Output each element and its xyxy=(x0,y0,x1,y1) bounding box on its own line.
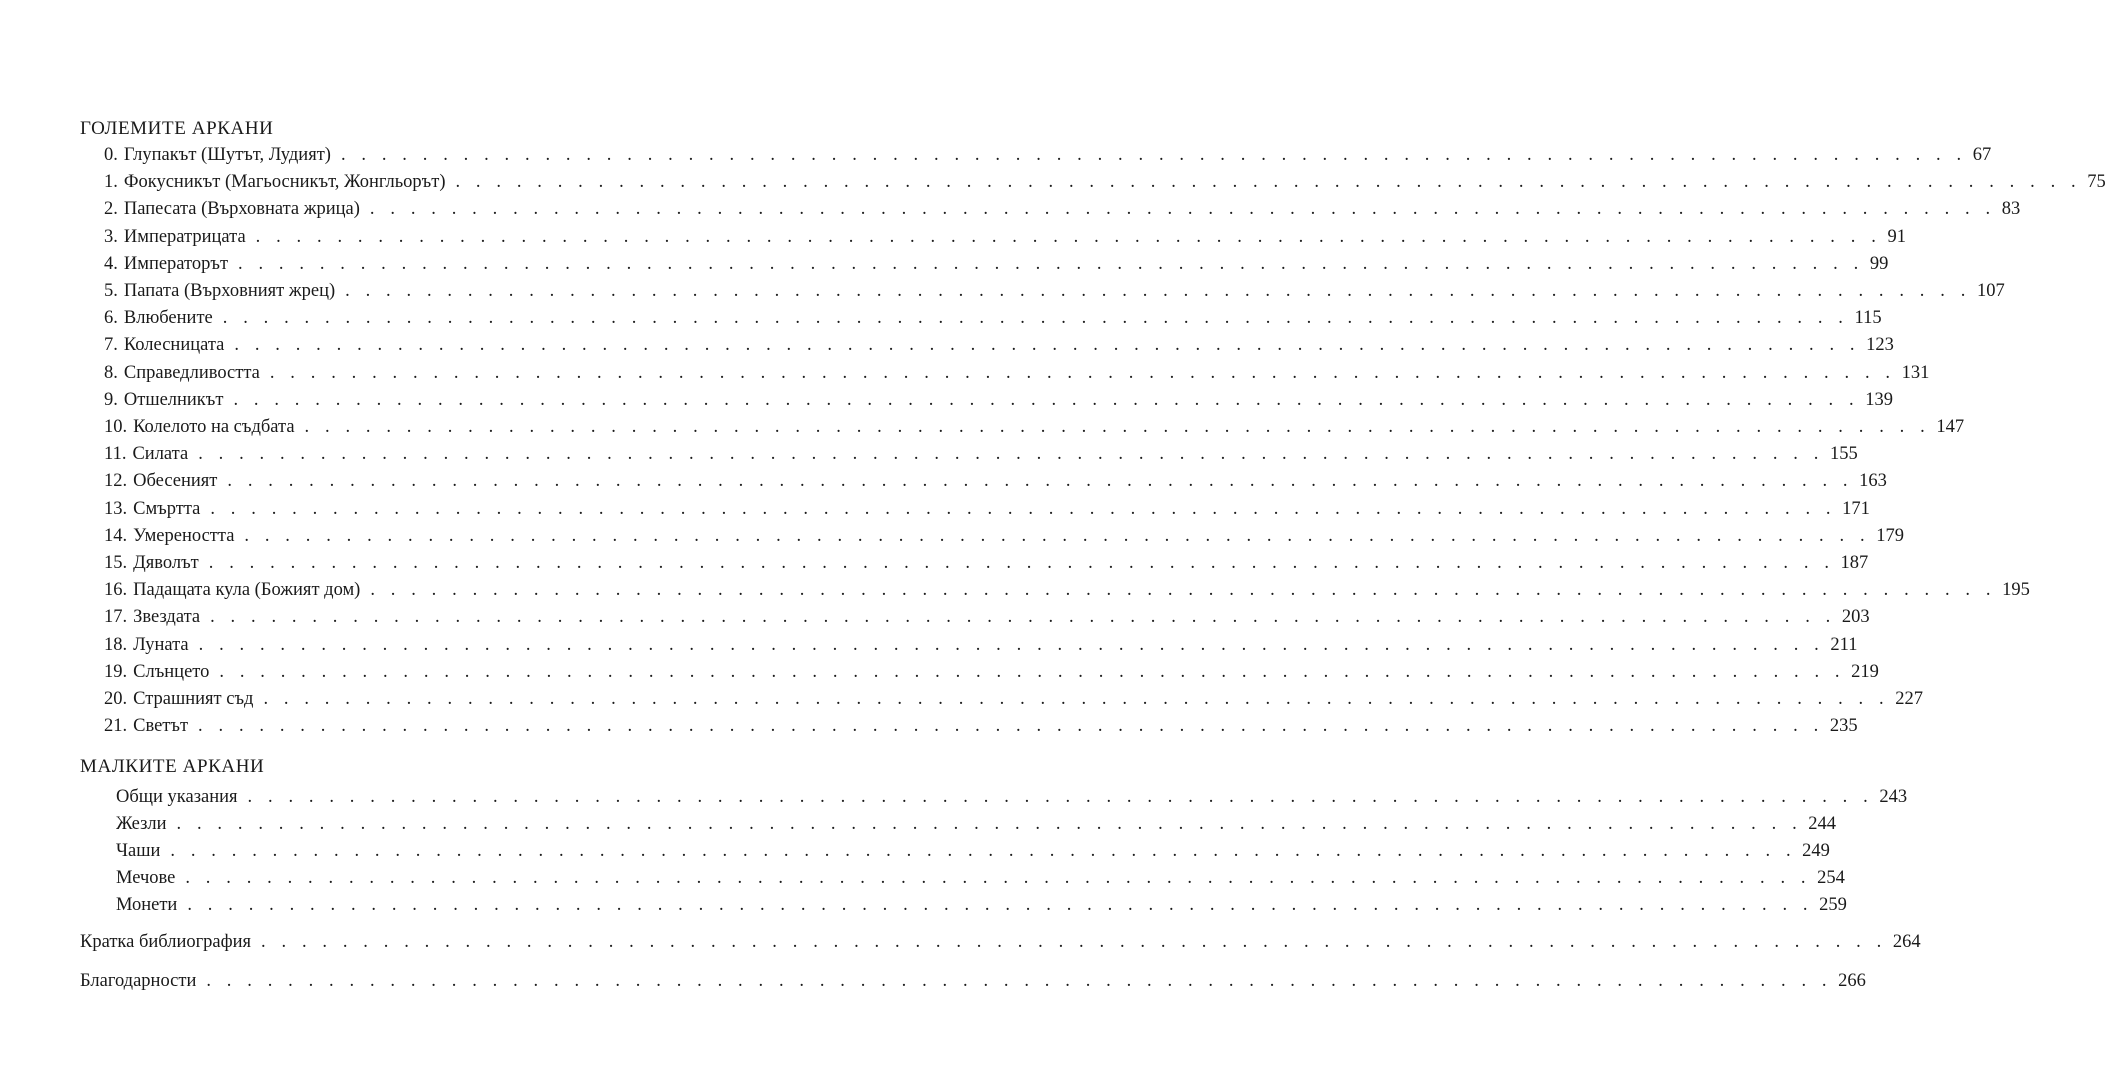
entry-number: 11. xyxy=(104,444,127,465)
dot-leader: . . . . . . . . . . . . . . . . . . . . . . . . . . . . . . . . . . . . . . . . . . . . . . . . . . . . . . . . . . . . . . . . . . . . . . . . . . . . . . . . xyxy=(345,281,1971,301)
entry-page-number: 179 xyxy=(1876,525,1904,546)
dot-leader: . . . . . . . . . . . . . . . . . . . . . . . . . . . . . . . . . . . . . . . . . . . . . . . . . . . . . . . . . . . . . . . . . . . . . . . . . . . . . . . . xyxy=(247,787,1874,807)
dot-leader: . . . . . . . . . . . . . . . . . . . . . . . . . . . . . . . . . . . . . . . . . . . . . . . . . . . . . . . . . . . . . . . . . . . . . . . . . . . . . . . . xyxy=(261,932,1887,952)
entry-number: 17. xyxy=(104,607,128,628)
entry-title: Силата xyxy=(132,444,189,465)
dot-leader: . . . . . . . . . . . . . . . . . . . . . . . . . . . . . . . . . . . . . . . . . . . . . . . . . . . . . . . . . . . . . . . . . . . . . . . . . . . . . . . . xyxy=(176,814,1803,834)
entry-title: Благодарности xyxy=(80,971,197,991)
toc-entry xyxy=(104,605,1870,629)
toc-entry xyxy=(104,361,1930,385)
toc-entry xyxy=(80,969,1866,993)
dot-leader: . . . . . . . . . . . . . . . . . . . . . . . . . . . . . . . . . . . . . . . . . . . . . . . . . . . . . . . . . . . . . . . . . . . . . . . . . . . . . . . . xyxy=(238,253,1864,274)
entry-number: 7. xyxy=(104,335,118,356)
dot-leader: . . . . . . . . . . . . . . . . . . . . . . . . . . . . . . . . . . . . . . . . . . . . . . . . . . . . . . . . . . . . . . . . . . . . . . . . . . . . . . . . xyxy=(208,553,1835,573)
entry-page-number: 227 xyxy=(1895,689,1923,709)
entry-title: Жезли xyxy=(116,814,167,834)
entry-page-number: 107 xyxy=(1976,281,2005,301)
entry-number: 21. xyxy=(104,716,128,737)
toc-entry xyxy=(104,170,2106,194)
entry-title: Влюбените xyxy=(123,308,213,329)
minor-arcana-heading: МАЛКИТЕ АРКАНИ xyxy=(80,756,265,777)
entry-title: Дяволът xyxy=(133,553,199,573)
toc-entry xyxy=(104,633,1858,657)
entry-title: Мечове xyxy=(116,868,176,888)
toc-entry xyxy=(104,279,2005,303)
dot-leader: . . . . . . . . . . . . . . . . . . . . . . . . . . . . . . . . . . . . . . . . . . . . . . . . . . . . . . . . . . . . . . . . . . . . . . . . . . . . . . . . xyxy=(227,471,1854,492)
dot-leader: . . . . . . . . . . . . . . . . . . . . . . . . . . . . . . . . . . . . . . . . . . . . . . . . . . . . . . . . . . . . . . . . . . . . . . . . . . . . . . . . xyxy=(369,199,1996,220)
toc-entry xyxy=(104,660,1879,684)
toc-entry xyxy=(104,306,1882,330)
entry-page-number: 254 xyxy=(1817,868,1845,888)
entry-page-number: 211 xyxy=(1830,634,1858,655)
entry-title: Луната xyxy=(133,634,189,655)
entry-page-number: 75 xyxy=(2087,172,2106,193)
toc-entry xyxy=(104,714,1858,738)
entry-title: Кратка библиография xyxy=(80,932,252,952)
entry-page-number: 244 xyxy=(1808,814,1837,834)
entry-number: 3. xyxy=(104,226,118,247)
toc-entry xyxy=(116,893,1847,917)
entry-number: 9. xyxy=(104,389,118,410)
toc-entry xyxy=(104,252,1889,276)
dot-leader: . . . . . . . . . . . . . . . . . . . . . . . . . . . . . . . . . . . . . . . . . . . . . . . . . . . . . . . . . . . . . . . . . . . . . . . . . . . . . . . . xyxy=(455,172,2082,193)
entry-page-number: 131 xyxy=(1901,362,1930,383)
dot-leader: . . . . . . . . . . . . . . . . . . . . . . . . . . . . . . . . . . . . . . . . . . . . . . . . . . . . . . . . . . . . . . . . . . . . . . . . . . . . . . . . xyxy=(244,525,1871,546)
toc-entry xyxy=(104,415,1965,439)
entry-number: 8. xyxy=(104,362,118,383)
entry-title: Папесата (Върховната жрица) xyxy=(123,199,360,220)
entry-page-number: 203 xyxy=(1841,607,1870,628)
dot-leader: . . . . . . . . . . . . . . . . . . . . . . . . . . . . . . . . . . . . . . . . . . . . . . . . . . . . . . . . . . . . . . . . . . . . . . . . . . . . . . . . xyxy=(170,841,1797,861)
entry-title: Монети xyxy=(116,895,178,915)
toc-entry xyxy=(104,687,1923,711)
entry-page-number: 115 xyxy=(1854,308,1882,329)
entry-title: Справедливостта xyxy=(123,362,260,383)
dot-leader: . . . . . . . . . . . . . . . . . . . . . . . . . . . . . . . . . . . . . . . . . . . . . . . . . . . . . . . . . . . . . . . . . . . . . . . . . . . . . . . . xyxy=(222,308,1849,329)
toc-entry xyxy=(116,812,1837,836)
dot-leader: . . . . . . . . . . . . . . . . . . . . . . . . . . . . . . . . . . . . . . . . . . . . . . . . . . . . . . . . . . . . . . . . . . . . . . . . . . . . . . . . xyxy=(234,335,1861,356)
entry-page-number: 249 xyxy=(1802,841,1830,861)
entry-page-number: 155 xyxy=(1829,444,1858,465)
entry-page-number: 219 xyxy=(1851,661,1879,682)
entry-page-number: 83 xyxy=(2001,199,2021,220)
dot-leader: . . . . . . . . . . . . . . . . . . . . . . . . . . . . . . . . . . . . . . . . . . . . . . . . . . . . . . . . . . . . . . . . . . . . . . . . . . . . . . . . xyxy=(210,498,1837,519)
entry-page-number: 91 xyxy=(1887,226,1906,247)
entry-number: 10. xyxy=(104,417,128,437)
entry-number: 18. xyxy=(104,634,128,655)
entry-number: 4. xyxy=(104,253,118,274)
toc-entry xyxy=(104,197,2021,221)
toc-entry xyxy=(116,839,1830,863)
entry-title: Падащата кула (Божият дом) xyxy=(133,580,361,601)
dot-leader: . . . . . . . . . . . . . . . . . . . . . . . . . . . . . . . . . . . . . . . . . . . . . . . . . . . . . . . . . . . . . . . . . . . . . . . . . . . . . . . . xyxy=(198,444,1824,465)
entry-title: Светът xyxy=(133,716,189,737)
entry-number: 13. xyxy=(104,498,128,519)
entry-number: 12. xyxy=(104,471,128,492)
entry-page-number: 235 xyxy=(1829,716,1858,737)
entry-number: 20. xyxy=(104,689,128,709)
entry-title: Императорът xyxy=(123,253,229,274)
entry-title: Страшният съд xyxy=(133,689,254,709)
entry-title: Обесеният xyxy=(133,471,218,492)
entry-title: Глупакът (Шутът, Лудият) xyxy=(123,145,331,165)
entry-title: Отшелникът xyxy=(123,389,224,410)
entry-title: Чаши xyxy=(116,841,161,861)
toc-entry xyxy=(104,524,1904,548)
entry-page-number: 171 xyxy=(1842,498,1870,519)
toc-entry xyxy=(116,785,1908,809)
toc-entry xyxy=(104,333,1894,357)
entry-title: Папата (Върховният жрец) xyxy=(123,281,336,301)
toc-entry xyxy=(104,225,1906,249)
entry-page-number: 264 xyxy=(1892,932,1921,952)
dot-leader: . . . . . . . . . . . . . . . . . . . . . . . . . . . . . . . . . . . . . . . . . . . . . . . . . . . . . . . . . . . . . . . . . . . . . . . . . . . . . . . . xyxy=(185,868,1812,888)
entry-page-number: 147 xyxy=(1936,417,1965,437)
entry-number: 6. xyxy=(104,308,118,329)
entry-number: 1. xyxy=(104,172,118,193)
entry-page-number: 259 xyxy=(1819,895,1847,915)
entry-page-number: 266 xyxy=(1838,971,1866,991)
entry-number: 19. xyxy=(104,661,128,682)
dot-leader: . . . . . . . . . . . . . . . . . . . . . . . . . . . . . . . . . . . . . . . . . . . . . . . . . . . . . . . . . . . . . . . . . . . . . . . . . . . . . . . . xyxy=(370,580,1997,601)
toc-entry xyxy=(80,930,1921,954)
dot-leader: . . . . . . . . . . . . . . . . . . . . . . . . . . . . . . . . . . . . . . . . . . . . . . . . . . . . . . . . . . . . . . . . . . . . . . . . . . . . . . . . xyxy=(206,971,1833,991)
toc-entry xyxy=(104,143,1992,167)
entry-number: 0. xyxy=(104,145,118,165)
toc-entry xyxy=(104,578,2030,602)
toc-entry xyxy=(104,442,1858,466)
entry-title: Слънцето xyxy=(133,661,210,682)
toc-entry xyxy=(104,497,1870,521)
dot-leader: . . . . . . . . . . . . . . . . . . . . . . . . . . . . . . . . . . . . . . . . . . . . . . . . . . . . . . . . . . . . . . . . . . . . . . . . . . . . . . . . xyxy=(269,362,1896,383)
dot-leader: . . . . . . . . . . . . . . . . . . . . . . . . . . . . . . . . . . . . . . . . . . . . . . . . . . . . . . . . . . . . . . . . . . . . . . . . . . . . . . . . xyxy=(219,661,1846,682)
entry-page-number: 123 xyxy=(1866,335,1894,356)
toc-entry xyxy=(104,551,1869,575)
entry-number: 2. xyxy=(104,199,118,220)
entry-page-number: 139 xyxy=(1865,389,1893,410)
dot-leader: . . . . . . . . . . . . . . . . . . . . . . . . . . . . . . . . . . . . . . . . . . . . . . . . . . . . . . . . . . . . . . . . . . . . . . . . . . . . . . . . xyxy=(198,716,1824,737)
toc-entry xyxy=(104,469,1887,493)
entry-page-number: 67 xyxy=(1972,145,1992,165)
toc-entry xyxy=(104,388,1893,412)
dot-leader: . . . . . . . . . . . . . . . . . . . . . . . . . . . . . . . . . . . . . . . . . . . . . . . . . . . . . . . . . . . . . . . . . . . . . . . . . . . . . . . . xyxy=(304,417,1931,437)
entry-number: 15. xyxy=(104,553,128,573)
entry-page-number: 187 xyxy=(1840,553,1869,573)
entry-page-number: 99 xyxy=(1869,253,1889,274)
entry-page-number: 163 xyxy=(1859,471,1887,492)
entry-title: Звездата xyxy=(133,607,201,628)
dot-leader: . . . . . . . . . . . . . . . . . . . . . . . . . . . . . . . . . . . . . . . . . . . . . . . . . . . . . . . . . . . . . . . . . . . . . . . . . . . . . . . . xyxy=(233,389,1860,410)
entry-title: Фокусникът (Магьосникът, Жонгльорът) xyxy=(123,172,446,193)
dot-leader: . . . . . . . . . . . . . . . . . . . . . . . . . . . . . . . . . . . . . . . . . . . . . . . . . . . . . . . . . . . . . . . . . . . . . . . . . . . . . . . . xyxy=(187,895,1814,915)
entry-title: Умереността xyxy=(133,525,235,546)
entry-title: Общи указания xyxy=(116,787,238,807)
entry-title: Смъртта xyxy=(133,498,201,519)
entry-page-number: 243 xyxy=(1879,787,1908,807)
entry-title: Колесницата xyxy=(123,335,225,356)
dot-leader: . . . . . . . . . . . . . . . . . . . . . . . . . . . . . . . . . . . . . . . . . . . . . . . . . . . . . . . . . . . . . . . . . . . . . . . . . . . . . . . . xyxy=(340,145,1967,165)
entry-number: 5. xyxy=(104,281,118,301)
dot-leader: . . . . . . . . . . . . . . . . . . . . . . . . . . . . . . . . . . . . . . . . . . . . . . . . . . . . . . . . . . . . . . . . . . . . . . . . . . . . . . . . xyxy=(255,226,1882,247)
toc-entry xyxy=(116,866,1845,890)
entry-page-number: 195 xyxy=(2002,580,2030,601)
entry-number: 14. xyxy=(104,525,128,546)
major-arcana-heading: ГОЛЕМИТЕ АРКАНИ xyxy=(80,118,274,139)
dot-leader: . . . . . . . . . . . . . . . . . . . . . . . . . . . . . . . . . . . . . . . . . . . . . . . . . . . . . . . . . . . . . . . . . . . . . . . . . . . . . . . . xyxy=(210,607,1836,628)
dot-leader: . . . . . . . . . . . . . . . . . . . . . . . . . . . . . . . . . . . . . . . . . . . . . . . . . . . . . . . . . . . . . . . . . . . . . . . . . . . . . . . . xyxy=(263,689,1890,709)
entry-title: Колелото на съдбата xyxy=(133,417,295,437)
entry-number: 16. xyxy=(104,580,128,601)
entry-title: Императрицата xyxy=(123,226,246,247)
dot-leader: . . . . . . . . . . . . . . . . . . . . . . . . . . . . . . . . . . . . . . . . . . . . . . . . . . . . . . . . . . . . . . . . . . . . . . . . . . . . . . . . xyxy=(198,634,1825,655)
